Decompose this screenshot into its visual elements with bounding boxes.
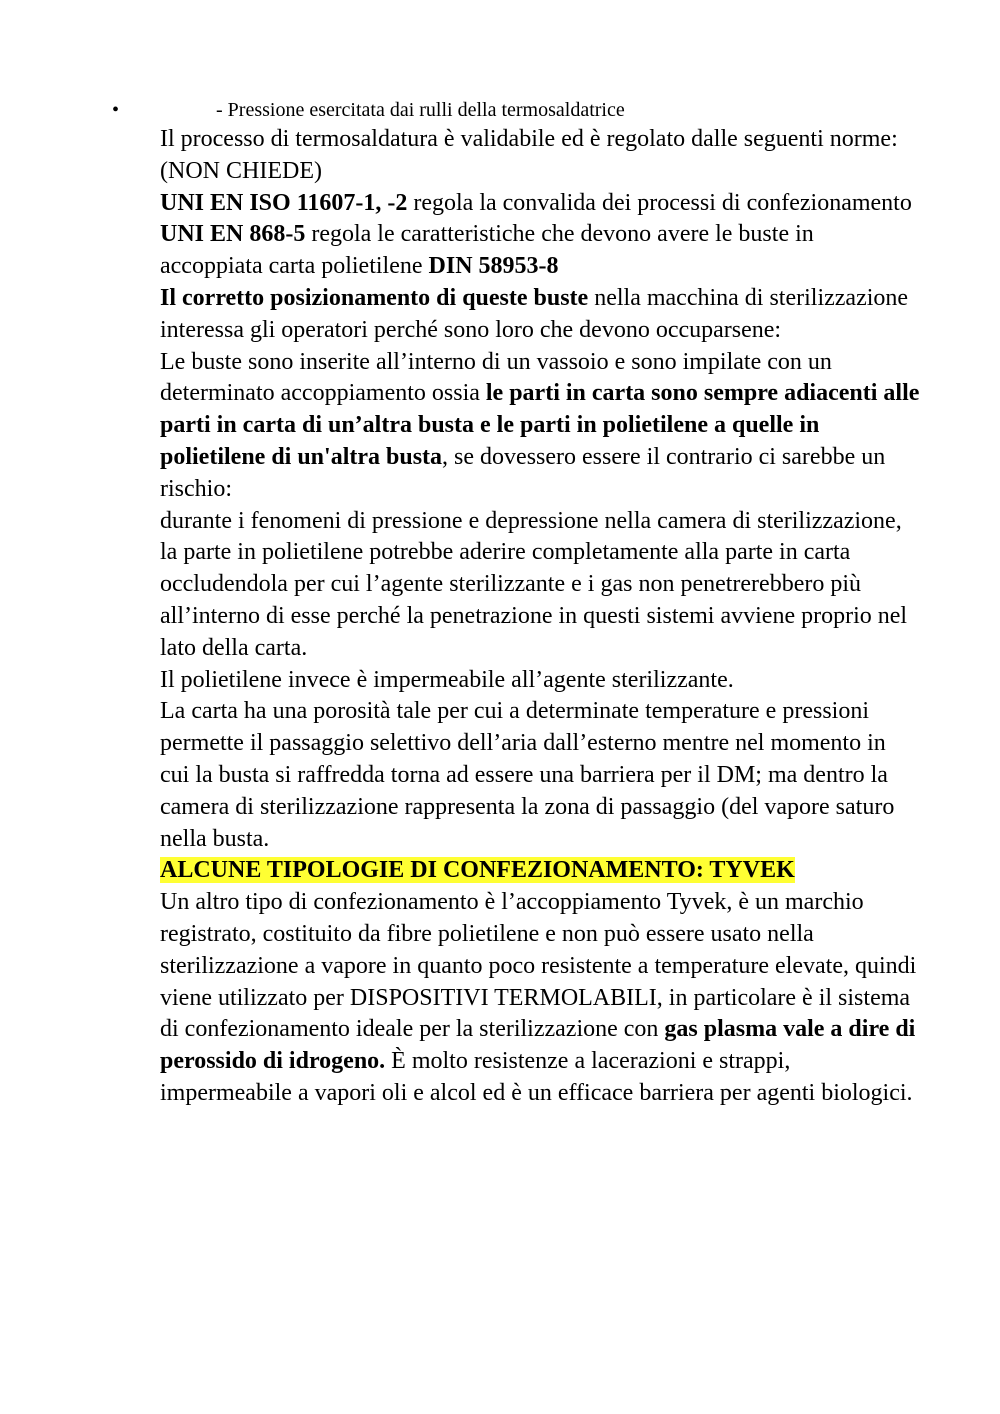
document-body	[160, 124, 920, 1110]
paragraph-paper-porosity: La carta ha una porosità tale per cui a determinate temperature e pressioni permette il passaggio selettivo dell’aria dall’esterno mentre nel momento in cui la busta si raffredda torna ad essere una barriera per il DM; ma dentro la camera di sterilizzazione rappresenta la zona di passaggio (del vapore saturo nella busta.	[160, 698, 895, 852]
section-heading	[160, 855, 920, 887]
bullet-marker: •	[112, 99, 120, 121]
paragraph-iso-11607	[160, 188, 920, 220]
bullet-text: - Pressione esercitata dai rulli della termosaldatrice	[216, 99, 625, 121]
positioning-bold: Il corretto posizionamento di queste buste	[160, 284, 589, 311]
stacking-start: Le buste sono inserite all’interno di un vassoio e sono impilate con un determinato accoppiamento ossia	[160, 348, 832, 407]
norm-din-58953-8: DIN 58953-8	[428, 253, 559, 280]
stacking-bold: le parti in carta sono sempre adiacenti alle parti in carta di un’altra busta e le parti in polietilene a quelle in polietilene di un'altra busta	[160, 380, 920, 470]
paragraph-tyvek	[160, 887, 920, 1110]
norm-en-868-5: UNI EN 868-5	[160, 221, 306, 248]
heading-tyvek: ALCUNE TIPOLOGIE DI CONFEZIONAMENTO: TYVEK	[160, 857, 795, 884]
paragraph-polyethylene: Il polietilene invece è impermeabile all’agente sterilizzante.	[160, 666, 734, 693]
norm-iso-11607-desc: regola la convalida dei processi di confezionamento	[407, 189, 912, 216]
norm-iso-11607: UNI EN ISO 11607-1, -2	[160, 189, 408, 216]
paragraph-norms-intro: Il processo di termosaldatura è validabile ed è regolato dalle seguenti norme: (NON CHIEDE)	[160, 126, 898, 184]
tyvek-start: Un altro tipo di confezionamento è l’accoppiamento Tyvek, è un marchio registrato, costituito da fibre polietilene e non può essere usato nella sterilizzazione a vapore in quanto poco resistente a temperature elevate, quindi viene utilizzato per DISPOSITIVI TERMOLABILI, in particolare è il sistema di confezionamento ideale per la sterilizzazione con	[160, 889, 917, 1043]
tyvek-end: È molto resistenze a lacerazioni e strappi, impermeabile a vapori oli e alcol ed è un efficace barriera per agenti biologici.	[160, 1048, 913, 1106]
paragraph-en-868-5	[160, 219, 920, 283]
paragraph-stacking	[160, 347, 920, 506]
norm-en-868-5-desc: regola le caratteristiche che devono avere le buste in accoppiata carta polietilene	[160, 221, 814, 280]
stacking-end: , se dovessero essere il contrario ci sarebbe un rischio:	[160, 443, 886, 502]
tyvek-bold: gas plasma vale a dire di perossido di idrogeno.	[160, 1016, 916, 1075]
paragraph-positioning	[160, 283, 920, 347]
positioning-rest: nella macchina di sterilizzazione interessa gli operatori perché sono loro che devono occuparsene:	[160, 284, 909, 343]
paragraph-pressure-risk: durante i fenomeni di pressione e depressione nella camera di sterilizzazione, la parte in polietilene potrebbe aderire completamente alla parte in carta occludendola per cui l’agente sterilizzante e i gas non penetrerebbero più all’interno di esse perché la penetrazione in questi sistemi avviene proprio nel lato della carta.	[160, 507, 908, 661]
